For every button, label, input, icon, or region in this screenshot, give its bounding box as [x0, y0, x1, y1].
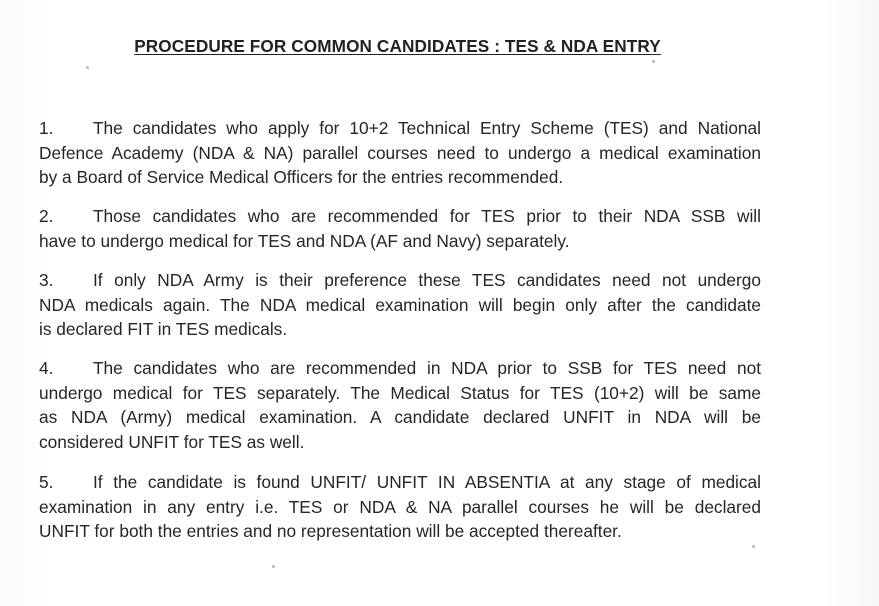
paragraph-line — [39, 268, 761, 293]
paragraph-3 — [39, 268, 761, 342]
scan-speck — [86, 66, 89, 69]
paragraph-line — [39, 356, 761, 381]
paragraph-line — [39, 204, 761, 229]
paragraph-line: as NDA (Army) medical examination. A candidate declared UNFIT in NDA will be — [39, 407, 761, 428]
scan-speck — [272, 565, 275, 568]
paragraph-line: by a Board of Service Medical Officers for the entries recommended. — [39, 167, 564, 188]
paragraph-line: NDA medicals again. The NDA medical examination will begin only after the candidate — [39, 294, 761, 315]
document-title: PROCEDURE FOR COMMON CANDIDATES : TES & NDA ENTRY — [134, 36, 661, 56]
paragraph-number: 3. — [39, 270, 54, 290]
paragraph-line — [39, 470, 761, 495]
paragraph-4 — [39, 356, 761, 454]
paragraph-number: 2. — [39, 206, 54, 226]
paragraph-line: UNFIT for both the entries and no representation will be accepted thereafter. — [39, 521, 622, 542]
paragraph-2 — [39, 204, 761, 253]
paragraph-line: have to undergo medical for TES and NDA (AF and Navy) separately. — [39, 230, 570, 251]
paragraph-number: 5. — [39, 472, 54, 492]
paragraph-number: 1. — [39, 118, 54, 138]
line-text: The candidates who are recommended in NDA prior to SSB for TES need not — [93, 358, 761, 378]
paragraph-line: considered UNFIT for TES as well. — [39, 431, 305, 452]
paragraph-1 — [39, 116, 761, 190]
paragraph-line — [39, 116, 761, 141]
line-text: If only NDA Army is their preference these TES candidates need not undergo — [93, 270, 761, 290]
line-text: The candidates who apply for 10+2 Technical Entry Scheme (TES) and National — [93, 118, 761, 138]
paragraph-line: is declared FIT in TES medicals. — [39, 319, 288, 340]
paragraph-line: examination in any entry i.e. TES or NDA & NA parallel courses he will be declared — [39, 496, 761, 517]
paragraph-5 — [39, 470, 761, 544]
scan-speck — [752, 545, 755, 548]
line-text: Those candidates who are recommended for TES prior to their NDA SSB will — [93, 206, 761, 226]
paragraph-line: Defence Academy (NDA & NA) parallel courses need to undergo a medical examination — [39, 142, 761, 163]
scan-speck — [652, 60, 655, 63]
paragraph-line: undergo medical for TES separately. The Medical Status for TES (10+2) will be same — [39, 382, 761, 403]
paragraph-number: 4. — [39, 358, 54, 378]
line-text: If the candidate is found UNFIT/ UNFIT IN ABSENTIA at any stage of medical — [93, 472, 761, 492]
